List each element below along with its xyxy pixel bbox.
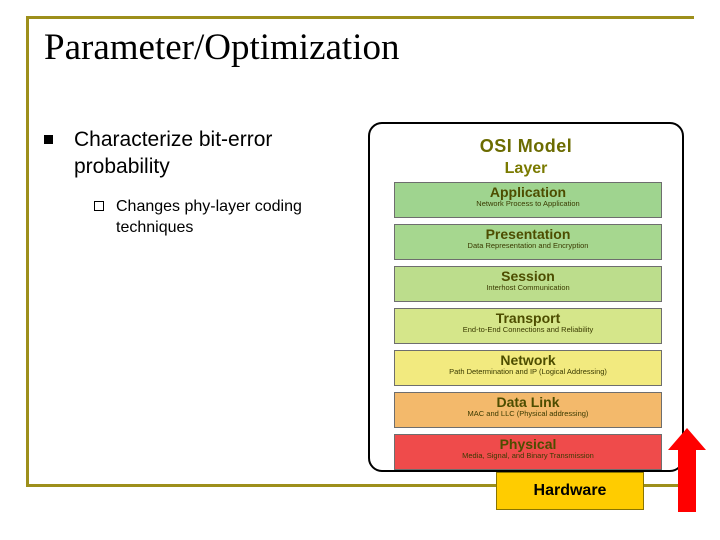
osi-layer-name: Physical	[499, 436, 557, 452]
osi-layer-desc: End-to-End Connections and Reliability	[462, 325, 594, 334]
osi-layer-desc: Path Determination and IP (Logical Addressing)	[449, 367, 607, 376]
osi-model-diagram	[368, 122, 684, 472]
osi-layer-desc: MAC and LLC (Physical addressing)	[467, 409, 589, 418]
osi-layer-name: Network	[500, 352, 556, 368]
osi-layer-list	[394, 182, 662, 476]
osi-layer-name: Data Link	[496, 394, 560, 410]
osi-layer-network	[394, 350, 662, 386]
osi-diagram-title: OSI Model	[479, 136, 573, 156]
left-rule	[26, 16, 29, 486]
top-rule	[26, 16, 694, 19]
bullet-level1	[44, 126, 344, 180]
red-up-arrow-icon	[668, 428, 706, 512]
bullet-level2	[94, 196, 344, 238]
bullet-level2-text: Changes phy-layer coding techniques	[116, 198, 302, 236]
osi-layer-desc: Interhost Communication	[486, 283, 570, 292]
bullet-list	[44, 126, 344, 238]
osi-layer-transport	[394, 308, 662, 344]
hollow-square-bullet-icon	[94, 201, 104, 211]
osi-layer-name: Presentation	[485, 226, 571, 242]
osi-layer-session	[394, 266, 662, 302]
osi-diagram-subtitle: Layer	[504, 160, 548, 177]
osi-layer-name: Transport	[495, 310, 561, 326]
bullet-level1-text: Characterize bit-error probability	[74, 128, 273, 178]
osi-layer-name: Session	[501, 268, 555, 284]
osi-layer-presentation	[394, 224, 662, 260]
hardware-label-box: Hardware	[496, 472, 644, 510]
osi-layer-application	[394, 182, 662, 218]
osi-layer-name: Application	[489, 184, 567, 200]
square-bullet-icon	[44, 135, 53, 144]
osi-layer-desc: Media, Signal, and Binary Transmission	[462, 451, 594, 460]
osi-layer-desc: Data Representation and Encryption	[467, 241, 589, 250]
page-title: Parameter/Optimization	[44, 27, 400, 68]
osi-layer-data-link	[394, 392, 662, 428]
osi-layer-desc: Network Process to Application	[476, 199, 580, 208]
osi-layer-physical	[394, 434, 662, 470]
